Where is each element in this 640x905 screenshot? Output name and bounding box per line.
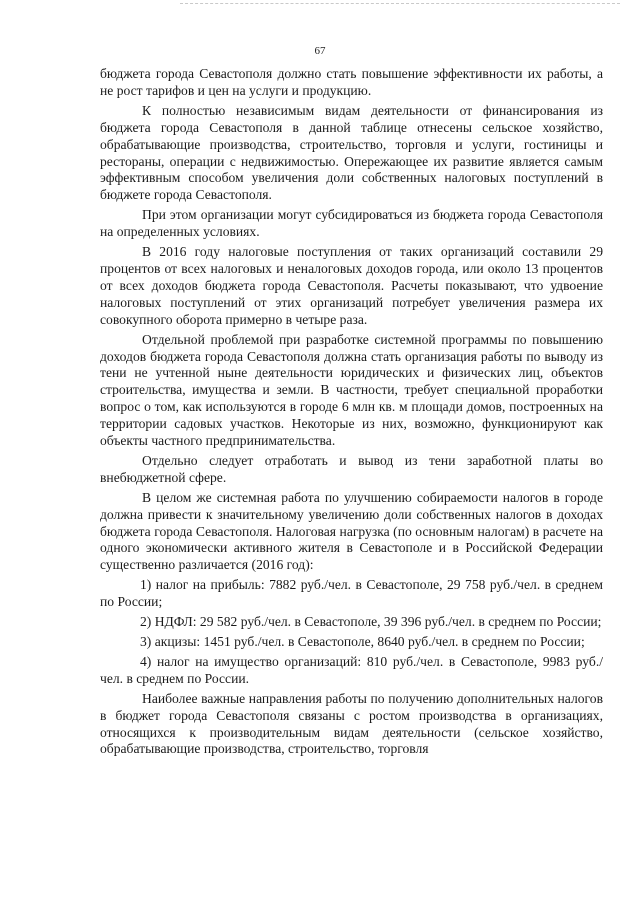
paragraph-8: Наиболее важные направления работы по получению дополнительных налогов в бюджет города Севастополя связаны с ростом производства в организациях, относящихся к производительным видам деятельности (сельское хозяйство, обрабатывающие производства, строительство, торговля <box>100 690 603 757</box>
paragraph-2: К полностью независимым видам деятельности от финансирования из бюджета города Севастополя в данной таблице отнесены сельское хозяйство, обрабатывающие производства, строительство, торговля и услуги, гостиницы и рестораны, операции с недвижимостью. Опережающее их развитие является самым эффективным способом увеличения доли собственных налоговых поступлений в бюджете города Севастополя. <box>100 102 603 203</box>
paragraph-6: Отдельно следует отработать и вывод из тени заработной платы во внебюджетной сфере. <box>100 452 603 485</box>
list-item-4: 4) налог на имущество организаций: 810 руб./чел. в Севастополе, 9983 руб./чел. в среднем по России. <box>100 653 603 686</box>
list-item-3: 3) акцизы: 1451 руб./чел. в Севастополе, 8640 руб./чел. в среднем по России; <box>140 634 585 649</box>
paragraph-3: При этом организации могут субсидироваться из бюджета города Севастополя на определенных условиях. <box>100 207 603 240</box>
document-body <box>100 66 603 761</box>
paragraph-4: В 2016 году налоговые поступления от таких организаций составили 29 процентов от всех налоговых и неналоговых доходов города, или около 13 процентов от всех доходов бюджета города Севастополя. Расчеты показывают, что удвоение налоговых поступлений от этих организаций потребует увеличения размера их совокупного оборота примерно в четыре раза. <box>100 244 603 327</box>
paragraph-7: В целом же системная работа по улучшению собираемости налогов в городе должна привести к значительному увеличению доли собственных налогов в доходах бюджета города Севастополя. Налоговая нагрузка (по основным налогам) в расчете на одного экономически активного жителя в Севастополе и в Российской Федерации существенно различается (2016 год): <box>100 489 603 573</box>
paragraph-1: бюджета города Севастополя должно стать повышение эффективности их работы, а не рост тарифов и цен на услуги и продукцию. <box>100 66 603 98</box>
page-number: 67 <box>314 45 326 57</box>
list-item-1: 1) налог на прибыль: 7882 руб./чел. в Севастополе, 29 758 руб./чел. в среднем по России; <box>100 577 603 610</box>
paragraph-5: Отдельной проблемой при разработке системной программы по повышению доходов бюджета города Севастополя должна стать организация работы по выводу из тени не учтенной ныне деятельности юридических и физических лиц, объектов строительства, имущества и земли. В частности, требует специальной проработки вопрос о том, как используются в городе 6 млн кв. м площади домов, построенных на территории садовых участков. Некоторые из них, возможно, функционируют как объекты частного предпринимательства. <box>100 331 603 449</box>
scan-artifact-line <box>180 3 620 4</box>
list-item-2: 2) НДФЛ: 29 582 руб./чел. в Севастополе, 39 396 руб./чел. в среднем по России; <box>140 614 602 630</box>
